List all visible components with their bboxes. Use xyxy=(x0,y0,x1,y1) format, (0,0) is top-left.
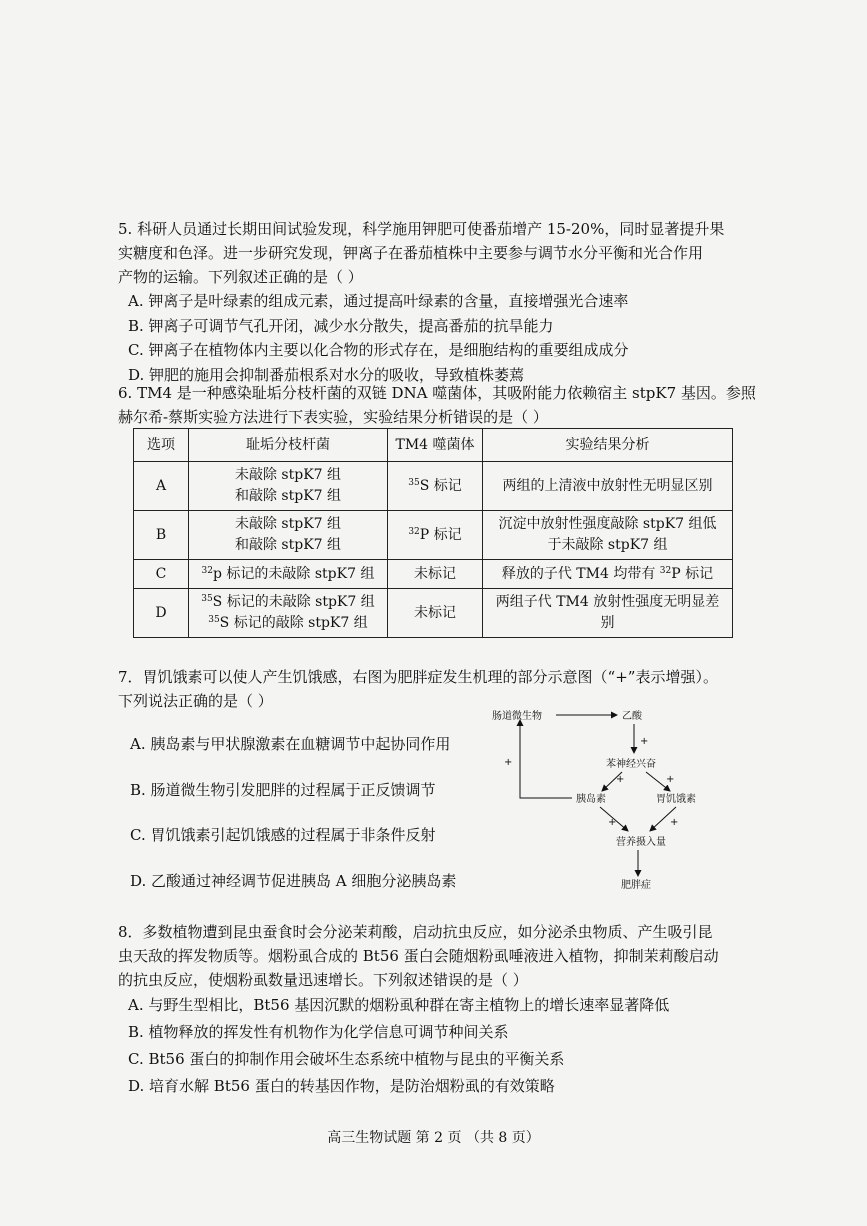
table-row xyxy=(134,589,733,638)
row-c-result-post: P 标记 xyxy=(671,565,714,582)
table-row xyxy=(134,560,733,589)
row-d-bacteria xyxy=(189,589,388,638)
node-obesity: 肥胖症 xyxy=(621,880,651,891)
plus-sign: + xyxy=(608,817,617,828)
row-b-phage-isotope: 32 xyxy=(408,526,420,537)
row-d-result-line-1: 两组子代 TM4 放射性强度无明显差 xyxy=(495,594,720,610)
q7-stem-line-1: 7．胃饥饿素可以使人产生饥饿感，右图为肥胖症发生机理的部分示意图（“+”表示增强）。 xyxy=(118,668,718,686)
row-b-bacteria-line-1: 未敲除 stpK7 组 xyxy=(234,516,342,532)
arrow-insulin-to-microbe-feedback xyxy=(520,720,572,798)
q8-option-b: B. 植物释放的挥发性有机物作为化学信息可调节种间关系 xyxy=(128,1023,509,1041)
header-phage: TM4 噬菌体 xyxy=(388,429,483,462)
row-c-bacteria xyxy=(189,560,388,589)
row-a-bacteria xyxy=(189,462,388,511)
row-a-bacteria-line-1: 未敲除 stpK7 组 xyxy=(234,467,342,483)
obesity-mechanism-diagram xyxy=(480,700,740,900)
row-a-phage xyxy=(388,462,483,511)
row-c-result-isotope: 32 xyxy=(659,565,672,576)
row-a-result-line-1: 两组的上清液中放射性无明显区别 xyxy=(502,477,713,494)
node-insulin: 胰岛素 xyxy=(576,794,606,805)
plus-sign: + xyxy=(616,774,625,785)
row-b-phage xyxy=(388,511,483,560)
node-ghrelin: 胃饥饿素 xyxy=(656,794,696,805)
q7-option-d: D. 乙酸通过神经调节促进胰岛 A 细胞分泌胰岛素 xyxy=(130,872,457,890)
page-footer: 高三生物试题 第 2 页 （共 8 页） xyxy=(327,1130,540,1146)
node-nutrient-intake: 营养摄入量 xyxy=(616,837,666,848)
q6-stem-line-1: 6. TM4 是一种感染耻垢分枝杆菌的双链 DNA 噬菌体，其吸附能力依赖宿主 stpK7 基因。参照 xyxy=(118,384,756,402)
row-d-option: D xyxy=(134,589,189,638)
row-a-bacteria-line-2: 和敲除 stpK7 组 xyxy=(234,488,342,504)
row-c-bacteria-isotope: 32 xyxy=(201,565,213,576)
q8-option-d: D. 培育水解 Bt56 蛋白的转基因作物，是防治烟粉虱的有效策略 xyxy=(128,1077,555,1095)
row-c-result xyxy=(483,560,733,589)
q5-option-c: C. 钾离子在植物体内主要以化合物的形式存在，是细胞结构的重要组成成分 xyxy=(128,341,629,359)
header-bacteria: 耻垢分枝杆菌 xyxy=(189,429,388,462)
q5-option-b: B. 钾离子可调节气孔开闭，减少水分散失，提高番茄的抗旱能力 xyxy=(128,316,554,335)
header-result: 实验结果分析 xyxy=(483,429,733,462)
plus-sign: + xyxy=(504,757,513,768)
question-5 xyxy=(118,217,748,387)
node-acetic-acid: 乙酸 xyxy=(622,711,642,722)
row-d-bacteria-label-1: S 标记的未敲除 stpK7 组 xyxy=(212,594,375,610)
question-8 xyxy=(118,920,748,1100)
q8-stem-line-3: 的抗虫反应，使烟粉虱数量迅速增长。下列叙述错误的是（ ） xyxy=(118,971,528,989)
q5-stem-line-2: 实糖度和色泽。进一步研究发现，钾离子在番茄植株中主要参与调节水分平衡和光合作用 xyxy=(118,244,704,262)
q6-table xyxy=(133,428,733,638)
row-d-result-line-2: 别 xyxy=(600,615,615,631)
q7-stem-line-2: 下列说法正确的是（ ） xyxy=(118,692,273,710)
table-row xyxy=(134,511,733,560)
q8-option-c: C. Bt56 蛋白的抑制作用会破坏生态系统中植物与昆虫的平衡关系 xyxy=(128,1050,565,1068)
row-b-bacteria xyxy=(189,511,388,560)
q5-option-a: A. 钾离子是叶绿素的组成元素，通过提高叶绿素的含量，直接增强光合速率 xyxy=(128,292,629,310)
q7-option-b: B. 肠道微生物引发肥胖的过程属于正反馈调节 xyxy=(130,781,436,799)
row-d-bacteria-line-2 xyxy=(193,613,383,634)
plus-sign: + xyxy=(670,817,679,828)
q7-option-c: C. 胃饥饿素引起饥饿感的过程属于非条件反射 xyxy=(130,826,436,844)
row-b-result xyxy=(483,511,733,560)
q8-stem-line-2: 虫天敌的挥发物质等。烟粉虱合成的 Bt56 蛋白会随烟粉虱唾液进入植物，抑制茉莉酸启动 xyxy=(118,947,719,965)
plus-sign: + xyxy=(666,774,675,785)
row-a-phage-isotope: 35 xyxy=(408,477,420,488)
row-d-isotope-2: 35 xyxy=(208,615,220,625)
q8-stem-line-1: 8．多数植物遭到昆虫蚕食时会分泌茉莉酸，启动抗虫反应，如分泌杀虫物质、产生吸引昆 xyxy=(118,923,713,941)
row-d-phage: 未标记 xyxy=(388,589,483,638)
row-a-result xyxy=(483,462,733,511)
row-d-isotope-1: 35 xyxy=(201,594,213,604)
table-header-row xyxy=(134,429,733,462)
row-b-bacteria-line-2: 和敲除 stpK7 组 xyxy=(234,537,342,553)
header-option: 选项 xyxy=(134,429,189,462)
q7-option-a: A. 胰岛素与甲状腺激素在血糖调节中起协同作用 xyxy=(130,735,451,753)
row-d-bacteria-line-1 xyxy=(193,592,383,613)
row-b-result-line-2: 于未敲除 stpK7 组 xyxy=(547,537,668,553)
row-d-result xyxy=(483,589,733,638)
q5-option-d: D. 钾肥的施用会抑制番茄根系对水分的吸收，导致植株萎蔫 xyxy=(128,365,525,384)
q6-stem-line-2: 赫尔希-蔡斯实验方法进行下表实验，实验结果分析错误的是（ ） xyxy=(118,408,548,426)
q5-stem-line-1: 5. 科研人员通过长期田间试验发现，科学施用钾肥可使番茄增产 15-20%，同时显著提升果 xyxy=(118,220,725,238)
node-nerve-excitation: 苯神经兴奋 xyxy=(606,759,656,770)
node-gut-microbe: 肠道微生物 xyxy=(492,711,542,722)
q5-stem-line-3: 产物的运输。下列叙述正确的是（ ） xyxy=(118,268,363,286)
table-row xyxy=(134,462,733,511)
plus-sign: + xyxy=(640,736,649,747)
row-b-option: B xyxy=(134,511,189,560)
row-b-result-line-1: 沉淀中放射性强度敲除 stpK7 组低 xyxy=(498,516,717,532)
question-6 xyxy=(118,381,756,429)
row-c-option: C xyxy=(134,560,189,589)
row-a-option: A xyxy=(134,462,189,511)
q8-option-a: A. 与野生型相比，Bt56 基因沉默的烟粉虱种群在寄主植物上的增长速率显著降低 xyxy=(128,996,670,1014)
row-a-phage-label: S 标记 xyxy=(419,477,462,494)
row-c-phage: 未标记 xyxy=(388,560,483,589)
row-b-phage-label: P 标记 xyxy=(419,526,462,543)
row-c-result-pre: 释放的子代 TM4 均带有 xyxy=(501,565,660,582)
row-c-bacteria-label: p 标记的未敲除 stpK7 组 xyxy=(213,565,375,582)
row-d-bacteria-label-2: S 标记的敲除 stpK7 组 xyxy=(219,615,368,631)
